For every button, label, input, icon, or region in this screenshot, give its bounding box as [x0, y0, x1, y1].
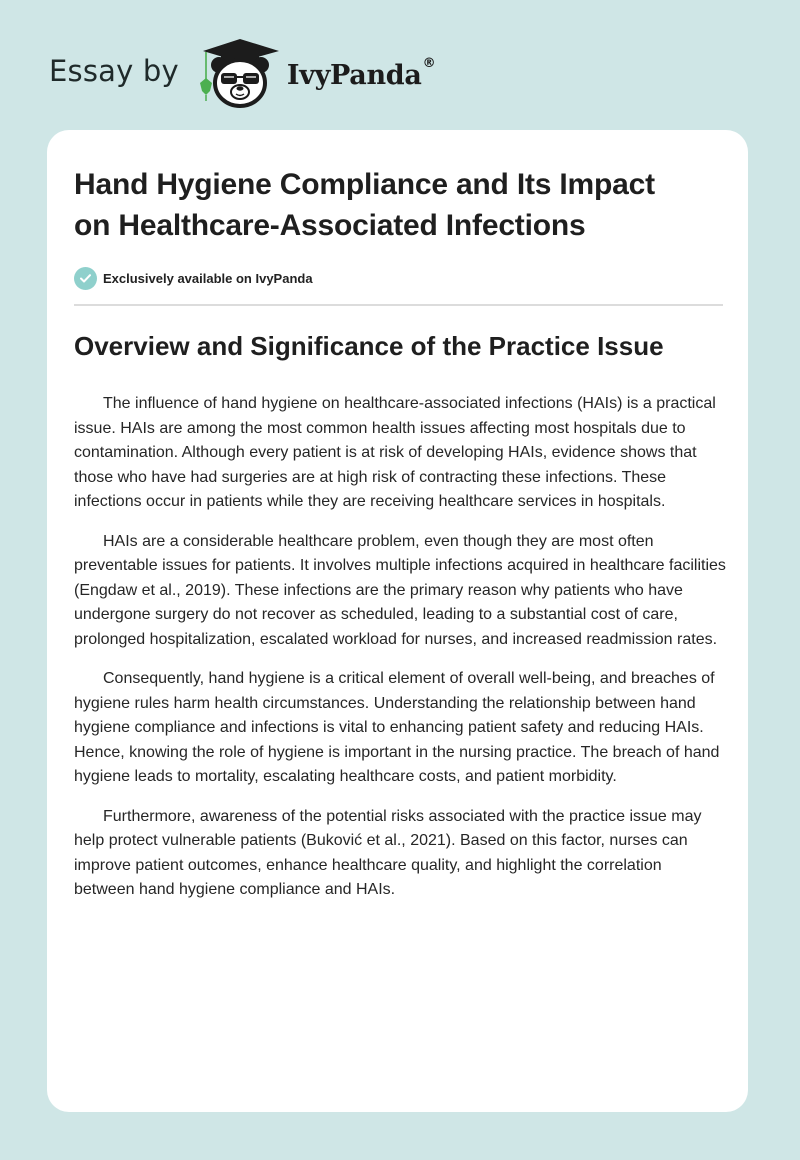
divider [74, 304, 723, 306]
paragraph: Furthermore, awareness of the potential risks associated with the practice issue may help protect vulnerable patients (Buković et al., 2021). Based on this factor, nurses can improve patient outcomes, enhance healthcare quality, and highlight the correlation between hand hygiene compliance and HAIs. [74, 807, 702, 898]
section-overview [74, 326, 726, 903]
exclusive-label: Exclusively available on IvyPanda [103, 270, 313, 286]
paragraph: Consequently, hand hygiene is a critical element of overall well-being, and breaches of hygiene rules harm health circumstances. Understanding the relationship between hand hygiene compliance and infections is vital to enhancing patient safety and reducing HAIs. Hence, knowing the role of hygiene is important in the nursing practice. The breach of hand hygiene leads to mortality, escalating healthcare costs, and patient morbidity. [74, 670, 720, 785]
exclusive-badge [74, 266, 723, 290]
essay-title: Hand Hygiene Compliance and Its Impact on Healthcare-Associated Infections [74, 168, 655, 242]
brand-name[interactable] [286, 55, 436, 91]
essay-by-label: Essay by [49, 54, 179, 88]
paragraph: The influence of hand hygiene on healthcare-associated infections (HAIs) is a practical issue. HAIs are among the most common health issues affecting most hospitals due to contamination. Although every patient is at risk of developing HAIs, evidence shows that those who have had surgeries are at high risk of contracting these infections. These infections occur in patients while they are receiving healthcare services in hospitals. [74, 395, 716, 510]
registered-mark: ® [422, 55, 436, 71]
brand-name-text: IvyPanda [286, 59, 422, 91]
brand-header [49, 36, 435, 110]
check-circle-icon [74, 267, 97, 290]
essay-card [47, 130, 748, 1112]
section-body [74, 392, 726, 903]
paragraph: HAIs are a considerable healthcare problem, even though they are most often preventable issues for patients. It involves multiple infections acquired in healthcare facilities (Engdaw et al., 2019). These infections are the primary reason why patients who have undergone surgery do not recover as scheduled, leading to a substantial cost of care, prolonged hospitalization, escalated workload for nurses, and increased readmission rates. [74, 532, 726, 648]
panda-graduate-icon[interactable] [197, 37, 283, 109]
section-heading: Overview and Significance of the Practice Issue [74, 331, 664, 361]
